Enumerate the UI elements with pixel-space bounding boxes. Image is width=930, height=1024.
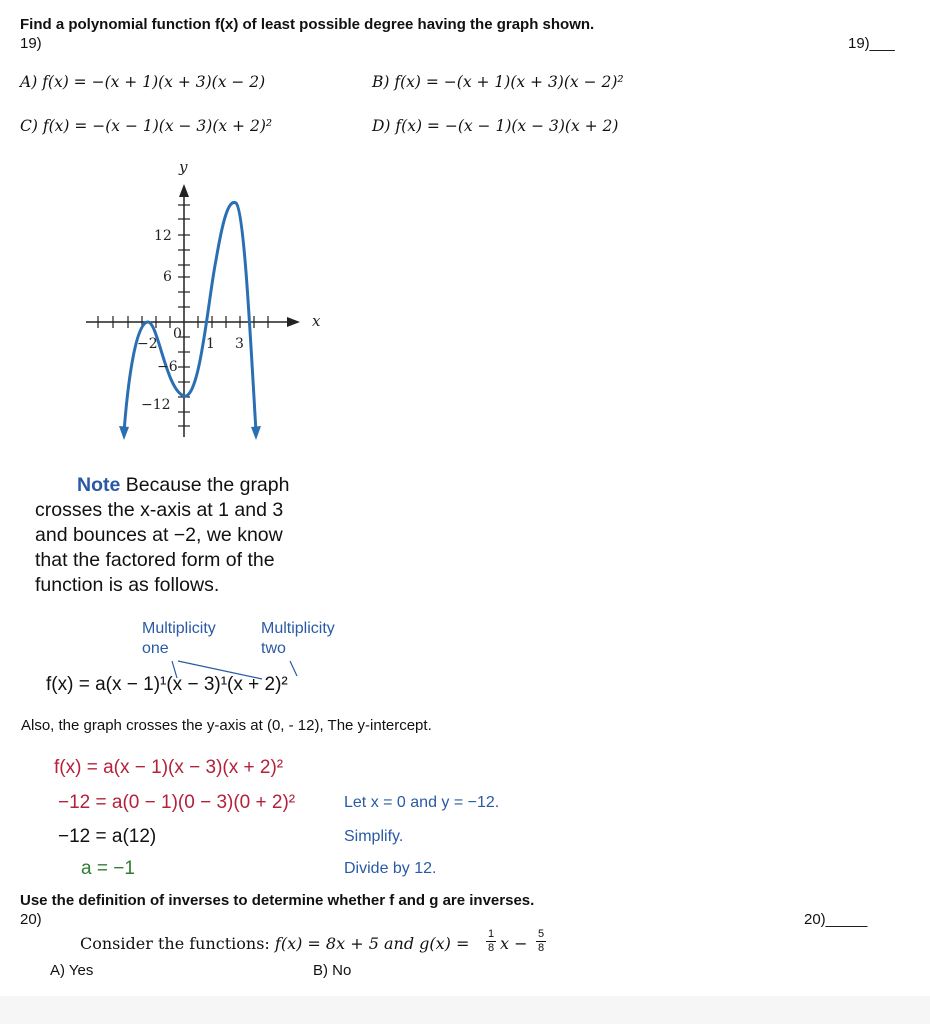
- page-bottom-strip: [0, 996, 930, 1024]
- x-tick-1: 1: [206, 336, 215, 352]
- step-2-expression: −12 = a(0 − 1)(0 − 3)(0 + 2)²: [58, 792, 296, 813]
- factored-formula: f(x) = a(x − 1)¹(x − 3)¹(x + 2)²: [46, 674, 288, 695]
- option-letter: D): [372, 117, 391, 135]
- note-line-2: crosses the x-axis at 1 and 3: [35, 499, 284, 521]
- option-letter: C): [20, 117, 38, 135]
- step-4-expression: a = −1: [81, 858, 135, 879]
- step-4-reason: Divide by 12.: [344, 860, 437, 877]
- note-text: Because the graph: [125, 474, 290, 496]
- q19-number: 19): [20, 35, 42, 52]
- y-tick-neg12: −12: [141, 397, 171, 413]
- g-prefix: g(x) =: [419, 934, 470, 953]
- g-middle: x −: [500, 934, 528, 953]
- y-axis-label: y: [179, 158, 188, 176]
- step-2-reason: Let x = 0 and y = −12.: [344, 794, 500, 811]
- fraction-numerator: 1: [487, 928, 495, 940]
- pointer-line-two: [290, 661, 297, 676]
- note-title: Note: [77, 474, 121, 496]
- multiplicity-label: Multiplicity: [142, 620, 216, 637]
- prompt-prefix: Consider the functions:: [80, 934, 275, 953]
- origin-label: 0: [173, 326, 182, 342]
- option-letter: B): [372, 73, 390, 91]
- y-tick-neg6: −6: [157, 359, 178, 375]
- step-3-reason: Simplify.: [344, 828, 404, 845]
- option-expression: f(x) = −(x + 1)(x + 3)(x − 2)²: [394, 73, 624, 91]
- fraction-one-eighth: [486, 928, 496, 954]
- option-letter: A): [20, 73, 38, 91]
- x-tick-neg2: −2: [137, 336, 158, 352]
- q20-number: 20): [20, 911, 42, 928]
- y-tick-12: 12: [154, 228, 172, 244]
- multiplicity-value: one: [142, 640, 169, 657]
- x-axis-label: x: [312, 312, 321, 330]
- note-line-5: function is as follows.: [35, 574, 220, 596]
- fraction-five-eighths: [536, 928, 546, 954]
- multiplicity-label: Multiplicity: [261, 620, 335, 637]
- note-line-4: that the factored form of the: [35, 549, 275, 571]
- q20-option-b[interactable]: B) No: [313, 962, 352, 979]
- y-tick-6: 6: [163, 269, 172, 285]
- q20-answer-blank[interactable]: 20)_____: [804, 911, 868, 928]
- option-expression: f(x) = −(x − 1)(x − 3)(x + 2): [395, 117, 619, 135]
- multiplicity-value: two: [261, 640, 286, 657]
- step-1-expression: f(x) = a(x − 1)(x − 3)(x + 2)²: [54, 757, 284, 778]
- step-3-expression: −12 = a(12): [58, 826, 157, 847]
- f-expression: f(x) = 8x + 5: [274, 934, 379, 953]
- option-expression: f(x) = −(x − 1)(x − 3)(x + 2)²: [42, 117, 273, 135]
- q20-option-a[interactable]: A) Yes: [50, 962, 94, 979]
- y-intercept-text: Also, the graph crosses the y-axis at (0, - 12), The y-intercept.: [21, 717, 432, 734]
- fraction-denominator: 8: [537, 942, 545, 954]
- and-word: and: [383, 934, 415, 953]
- fraction-numerator: 5: [537, 928, 545, 940]
- fraction-denominator: 8: [487, 942, 495, 954]
- option-expression: f(x) = −(x + 1)(x + 3)(x − 2): [42, 73, 266, 91]
- q19-answer-blank[interactable]: 19)___: [848, 35, 895, 52]
- note-line-3: and bounces at −2, we know: [35, 524, 283, 546]
- q20-instruction: Use the definition of inverses to determine whether f and g are inverses.: [20, 892, 535, 909]
- q20-prompt: [80, 934, 469, 953]
- q19-instruction: Find a polynomial function f(x) of least possible degree having the graph shown.: [20, 16, 595, 33]
- x-tick-3: 3: [235, 336, 244, 352]
